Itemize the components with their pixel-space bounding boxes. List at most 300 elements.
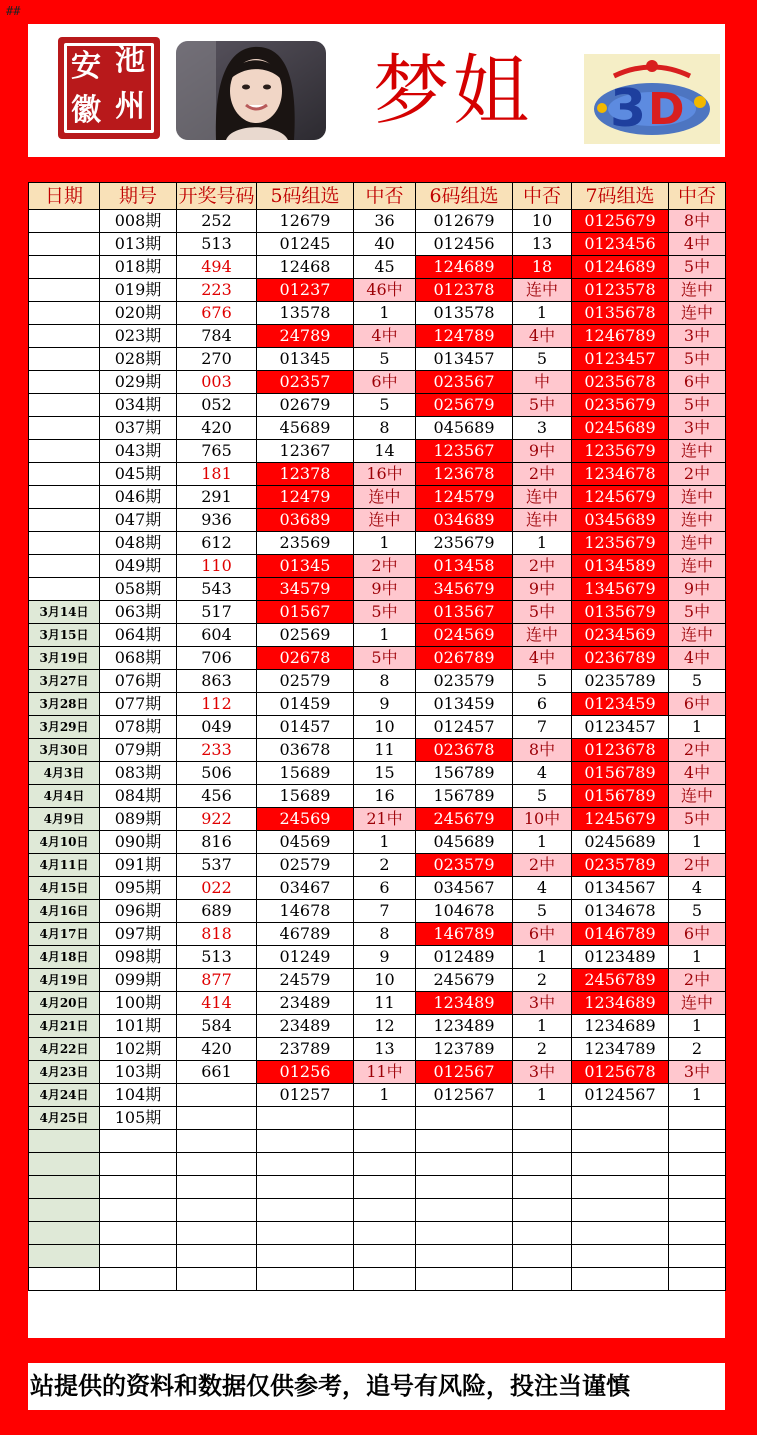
table-row (29, 854, 726, 877)
draw-number-cell: 456 (177, 785, 257, 808)
table-row (29, 624, 726, 647)
empty-cell (513, 1130, 572, 1153)
six-hit-cell: 4 (513, 877, 572, 900)
date-cell: 3月29日 (29, 716, 100, 739)
five-code-cell: 34579 (257, 578, 354, 601)
five-code-cell: 14678 (257, 900, 354, 923)
six-code-cell: 012567 (416, 1061, 513, 1084)
table-row (29, 463, 726, 486)
issue-cell: 091期 (100, 854, 177, 877)
six-code-cell: 124579 (416, 486, 513, 509)
empty-cell (669, 1245, 726, 1268)
date-cell (29, 440, 100, 463)
empty-cell (100, 1176, 177, 1199)
date-cell (29, 256, 100, 279)
date-cell: 4月21日 (29, 1015, 100, 1038)
date-cell: 3月15日 (29, 624, 100, 647)
five-code-cell: 23489 (257, 992, 354, 1015)
table-row-empty (29, 1199, 726, 1222)
six-code-cell: 012567 (416, 1084, 513, 1107)
draw-number-cell: 661 (177, 1061, 257, 1084)
date-cell (29, 302, 100, 325)
draw-number-cell: 676 (177, 302, 257, 325)
six-hit-cell: 5 (513, 670, 572, 693)
six-code-cell: 245679 (416, 969, 513, 992)
five-code-cell: 12679 (257, 210, 354, 233)
date-cell: 4月25日 (29, 1107, 100, 1130)
six-hit-cell: 5中 (513, 394, 572, 417)
five-hit-cell: 16 (354, 785, 416, 808)
date-cell: 4月20日 (29, 992, 100, 1015)
issue-cell: 045期 (100, 463, 177, 486)
six-hit-cell: 10 (513, 210, 572, 233)
five-hit-cell: 46中 (354, 279, 416, 302)
empty-cell (513, 1268, 572, 1291)
header-draw-number: 开奖号码 (177, 183, 257, 210)
header-hit-7: 中否 (669, 183, 726, 210)
issue-cell: 028期 (100, 348, 177, 371)
empty-cell (177, 1153, 257, 1176)
table-row (29, 969, 726, 992)
issue-cell: 058期 (100, 578, 177, 601)
five-code-cell: 02357 (257, 371, 354, 394)
five-hit-cell: 10 (354, 716, 416, 739)
issue-cell: 104期 (100, 1084, 177, 1107)
five-code-cell: 01249 (257, 946, 354, 969)
header-5-code-group: 5码组选 (257, 183, 354, 210)
six-hit-cell: 6 (513, 693, 572, 716)
six-hit-cell: 9中 (513, 578, 572, 601)
seven-code-cell: 0123457 (572, 716, 669, 739)
issue-cell: 079期 (100, 739, 177, 762)
empty-cell (513, 1199, 572, 1222)
table-row (29, 877, 726, 900)
six-code-cell: 123489 (416, 992, 513, 1015)
six-hit-cell: 5中 (513, 601, 572, 624)
empty-cell (177, 1268, 257, 1291)
empty-cell (257, 1245, 354, 1268)
empty-cell (416, 1153, 513, 1176)
draw-number-cell: 604 (177, 624, 257, 647)
five-code-cell: 01567 (257, 601, 354, 624)
seven-hit-cell: 6中 (669, 693, 726, 716)
five-code-cell: 03467 (257, 877, 354, 900)
seven-code-cell (572, 1107, 669, 1130)
five-code-cell: 01345 (257, 348, 354, 371)
six-code-cell: 023579 (416, 670, 513, 693)
empty-cell (257, 1153, 354, 1176)
draw-number-cell: 537 (177, 854, 257, 877)
seven-code-cell: 0146789 (572, 923, 669, 946)
six-code-cell: 345679 (416, 578, 513, 601)
empty-cell (513, 1222, 572, 1245)
five-hit-cell: 9 (354, 946, 416, 969)
six-code-cell: 013457 (416, 348, 513, 371)
date-cell: 3月30日 (29, 739, 100, 762)
empty-cell (354, 1153, 416, 1176)
issue-cell: 090期 (100, 831, 177, 854)
empty-cell (416, 1199, 513, 1222)
five-hit-cell: 6中 (354, 371, 416, 394)
issue-cell: 034期 (100, 394, 177, 417)
six-hit-cell: 1 (513, 946, 572, 969)
five-hit-cell: 5 (354, 394, 416, 417)
empty-cell (513, 1153, 572, 1176)
empty-cell (669, 1268, 726, 1291)
empty-cell (29, 1222, 100, 1245)
draw-number-cell: 112 (177, 693, 257, 716)
table-row (29, 1015, 726, 1038)
five-code-cell: 12479 (257, 486, 354, 509)
six-code-cell: 034689 (416, 509, 513, 532)
draw-number-cell: 689 (177, 900, 257, 923)
seven-hit-cell: 2 (669, 1038, 726, 1061)
table-row (29, 670, 726, 693)
issue-cell: 096期 (100, 900, 177, 923)
date-cell: 4月15日 (29, 877, 100, 900)
table-row (29, 716, 726, 739)
five-code-cell: 01457 (257, 716, 354, 739)
draw-number-cell: 270 (177, 348, 257, 371)
issue-cell: 098期 (100, 946, 177, 969)
five-code-cell: 24789 (257, 325, 354, 348)
table-header-row (29, 183, 726, 210)
draw-number-cell: 420 (177, 1038, 257, 1061)
seven-hit-cell: 连中 (669, 279, 726, 302)
five-hit-cell: 8 (354, 417, 416, 440)
date-cell: 3月28日 (29, 693, 100, 716)
empty-cell (257, 1130, 354, 1153)
table-row (29, 923, 726, 946)
six-hit-cell: 3 (513, 417, 572, 440)
date-cell: 4月24日 (29, 1084, 100, 1107)
five-hit-cell: 16中 (354, 463, 416, 486)
seven-hit-cell: 连中 (669, 440, 726, 463)
empty-cell (100, 1268, 177, 1291)
issue-cell: 047期 (100, 509, 177, 532)
seven-hit-cell: 3中 (669, 417, 726, 440)
table-row (29, 486, 726, 509)
seven-code-cell: 0156789 (572, 785, 669, 808)
draw-number-cell: 863 (177, 670, 257, 693)
draw-number-cell (177, 1084, 257, 1107)
draw-number-cell: 765 (177, 440, 257, 463)
empty-cell (669, 1222, 726, 1245)
five-hit-cell: 40 (354, 233, 416, 256)
seven-code-cell: 0125679 (572, 210, 669, 233)
header-7-code-group: 7码组选 (572, 183, 669, 210)
empty-cell (257, 1176, 354, 1199)
table-row (29, 1038, 726, 1061)
portrait-photo (176, 41, 326, 140)
date-cell (29, 417, 100, 440)
issue-cell: 023期 (100, 325, 177, 348)
empty-cell (669, 1199, 726, 1222)
table-row (29, 394, 726, 417)
seven-hit-cell: 3中 (669, 1061, 726, 1084)
table-row (29, 509, 726, 532)
six-code-cell: 156789 (416, 785, 513, 808)
five-code-cell: 01459 (257, 693, 354, 716)
empty-cell (177, 1176, 257, 1199)
issue-cell: 008期 (100, 210, 177, 233)
empty-cell (572, 1222, 669, 1245)
table-row (29, 325, 726, 348)
empty-cell (572, 1245, 669, 1268)
empty-cell (177, 1245, 257, 1268)
five-code-cell: 03678 (257, 739, 354, 762)
seven-hit-cell: 6中 (669, 371, 726, 394)
six-hit-cell: 8中 (513, 739, 572, 762)
table-row (29, 532, 726, 555)
empty-cell (572, 1199, 669, 1222)
draw-number-cell: 181 (177, 463, 257, 486)
prediction-table-container (28, 182, 725, 1338)
draw-number-cell: 252 (177, 210, 257, 233)
empty-cell (669, 1153, 726, 1176)
table-row (29, 256, 726, 279)
six-code-cell: 012456 (416, 233, 513, 256)
table-row (29, 348, 726, 371)
header-6-code-group: 6码组选 (416, 183, 513, 210)
five-code-cell: 12468 (257, 256, 354, 279)
issue-cell: 019期 (100, 279, 177, 302)
six-hit-cell: 连中 (513, 509, 572, 532)
prediction-table (28, 182, 726, 1291)
table-row (29, 808, 726, 831)
seven-hit-cell: 连中 (669, 509, 726, 532)
six-hit-cell: 1 (513, 302, 572, 325)
six-code-cell: 045689 (416, 417, 513, 440)
five-hit-cell: 2 (354, 854, 416, 877)
five-hit-cell: 7 (354, 900, 416, 923)
seven-hit-cell: 4 (669, 877, 726, 900)
empty-cell (29, 1130, 100, 1153)
six-hit-cell: 6中 (513, 923, 572, 946)
table-row (29, 601, 726, 624)
date-cell (29, 325, 100, 348)
3d-lottery-logo-icon (584, 54, 720, 144)
date-cell (29, 509, 100, 532)
six-hit-cell: 4 (513, 762, 572, 785)
six-hit-cell: 7 (513, 716, 572, 739)
five-code-cell: 12378 (257, 463, 354, 486)
table-row (29, 785, 726, 808)
six-code-cell: 123678 (416, 463, 513, 486)
svg-text:3: 3 (610, 79, 647, 139)
empty-cell (177, 1199, 257, 1222)
five-code-cell: 01257 (257, 1084, 354, 1107)
draw-number-cell: 584 (177, 1015, 257, 1038)
date-cell: 4月16日 (29, 900, 100, 923)
empty-cell (100, 1130, 177, 1153)
seven-code-cell: 0123457 (572, 348, 669, 371)
five-code-cell: 12367 (257, 440, 354, 463)
seven-code-cell: 0245689 (572, 417, 669, 440)
seven-hit-cell: 5中 (669, 256, 726, 279)
six-hit-cell: 2中 (513, 463, 572, 486)
six-code-cell: 156789 (416, 762, 513, 785)
table-row (29, 647, 726, 670)
five-code-cell: 02569 (257, 624, 354, 647)
six-hit-cell: 中 (513, 371, 572, 394)
draw-number-cell: 233 (177, 739, 257, 762)
seven-code-cell: 0235789 (572, 854, 669, 877)
draw-number-cell: 877 (177, 969, 257, 992)
issue-cell: 101期 (100, 1015, 177, 1038)
date-cell: 4月11日 (29, 854, 100, 877)
draw-number-cell: 612 (177, 532, 257, 555)
five-code-cell: 02579 (257, 670, 354, 693)
date-cell (29, 578, 100, 601)
empty-cell (513, 1176, 572, 1199)
six-hit-cell: 2 (513, 969, 572, 992)
five-hit-cell: 8 (354, 923, 416, 946)
six-code-cell: 124689 (416, 256, 513, 279)
seven-code-cell: 1234789 (572, 1038, 669, 1061)
seven-code-cell: 0123489 (572, 946, 669, 969)
table-body (29, 210, 726, 1291)
seven-code-cell: 0123578 (572, 279, 669, 302)
seal-char: 池 (115, 43, 145, 78)
issue-cell: 049期 (100, 555, 177, 578)
seven-code-cell: 0134567 (572, 877, 669, 900)
empty-cell (572, 1268, 669, 1291)
five-hit-cell: 11中 (354, 1061, 416, 1084)
six-hit-cell: 10中 (513, 808, 572, 831)
five-hit-cell: 1 (354, 302, 416, 325)
six-code-cell (416, 1107, 513, 1130)
five-code-cell: 24579 (257, 969, 354, 992)
header-banner (28, 24, 725, 157)
table-row (29, 417, 726, 440)
empty-cell (572, 1153, 669, 1176)
date-cell (29, 279, 100, 302)
date-cell (29, 371, 100, 394)
disclaimer-text: 站提供的资料和数据仅供参考，追号有风险，投注当谨慎 (30, 1371, 630, 1400)
seven-hit-cell: 连中 (669, 302, 726, 325)
six-code-cell: 024569 (416, 624, 513, 647)
draw-number-cell: 291 (177, 486, 257, 509)
six-code-cell: 023579 (416, 854, 513, 877)
issue-cell: 077期 (100, 693, 177, 716)
six-hit-cell: 9中 (513, 440, 572, 463)
issue-cell: 095期 (100, 877, 177, 900)
header-hit-5: 中否 (354, 183, 416, 210)
seven-hit-cell: 5 (669, 900, 726, 923)
six-hit-cell: 1 (513, 1084, 572, 1107)
table-row-empty (29, 1153, 726, 1176)
date-cell (29, 463, 100, 486)
six-code-cell: 012679 (416, 210, 513, 233)
empty-cell (29, 1268, 100, 1291)
five-code-cell: 02579 (257, 854, 354, 877)
draw-number-cell: 816 (177, 831, 257, 854)
five-hit-cell: 连中 (354, 509, 416, 532)
seven-hit-cell: 5中 (669, 601, 726, 624)
seven-hit-cell: 9中 (669, 578, 726, 601)
six-code-cell: 045689 (416, 831, 513, 854)
issue-cell: 105期 (100, 1107, 177, 1130)
five-hit-cell: 11 (354, 739, 416, 762)
five-code-cell: 45689 (257, 417, 354, 440)
seven-hit-cell: 连中 (669, 486, 726, 509)
draw-number-cell: 818 (177, 923, 257, 946)
six-hit-cell: 1 (513, 831, 572, 854)
empty-cell (100, 1222, 177, 1245)
draw-number-cell (177, 1107, 257, 1130)
empty-cell (257, 1199, 354, 1222)
six-code-cell: 023678 (416, 739, 513, 762)
issue-cell: 020期 (100, 302, 177, 325)
seal-char: 安 (71, 49, 101, 84)
date-cell: 4月22日 (29, 1038, 100, 1061)
seven-code-cell: 1245679 (572, 486, 669, 509)
empty-cell (416, 1222, 513, 1245)
seven-code-cell: 1234689 (572, 992, 669, 1015)
empty-cell (29, 1245, 100, 1268)
six-code-cell: 026789 (416, 647, 513, 670)
table-row (29, 693, 726, 716)
empty-cell (416, 1130, 513, 1153)
header-date: 日期 (29, 183, 100, 210)
draw-number-cell: 506 (177, 762, 257, 785)
date-cell: 4月4日 (29, 785, 100, 808)
date-cell: 3月14日 (29, 601, 100, 624)
five-hit-cell: 8 (354, 670, 416, 693)
five-code-cell: 02679 (257, 394, 354, 417)
six-code-cell: 012457 (416, 716, 513, 739)
seven-code-cell: 0234569 (572, 624, 669, 647)
five-hit-cell: 9 (354, 693, 416, 716)
issue-cell: 083期 (100, 762, 177, 785)
seven-hit-cell: 5中 (669, 394, 726, 417)
date-cell: 3月27日 (29, 670, 100, 693)
issue-cell: 097期 (100, 923, 177, 946)
empty-cell (572, 1130, 669, 1153)
five-code-cell: 04569 (257, 831, 354, 854)
six-code-cell: 123489 (416, 1015, 513, 1038)
seven-hit-cell: 1 (669, 716, 726, 739)
seven-code-cell: 0156789 (572, 762, 669, 785)
seven-hit-cell: 连中 (669, 532, 726, 555)
draw-number-cell: 110 (177, 555, 257, 578)
draw-number-cell: 003 (177, 371, 257, 394)
draw-number-cell: 784 (177, 325, 257, 348)
six-hit-cell (513, 1107, 572, 1130)
draw-number-cell: 922 (177, 808, 257, 831)
draw-number-cell: 543 (177, 578, 257, 601)
draw-number-cell: 049 (177, 716, 257, 739)
empty-cell (354, 1222, 416, 1245)
table-row (29, 900, 726, 923)
five-hit-cell: 5中 (354, 601, 416, 624)
seven-hit-cell: 2中 (669, 854, 726, 877)
issue-cell: 064期 (100, 624, 177, 647)
empty-cell (257, 1268, 354, 1291)
seven-hit-cell: 连中 (669, 992, 726, 1015)
table-row-empty (29, 1130, 726, 1153)
six-hit-cell: 5 (513, 900, 572, 923)
empty-cell (354, 1176, 416, 1199)
date-cell: 4月19日 (29, 969, 100, 992)
date-cell (29, 555, 100, 578)
five-hit-cell: 6 (354, 877, 416, 900)
empty-cell (100, 1199, 177, 1222)
six-code-cell: 034567 (416, 877, 513, 900)
five-hit-cell: 13 (354, 1038, 416, 1061)
six-code-cell: 146789 (416, 923, 513, 946)
